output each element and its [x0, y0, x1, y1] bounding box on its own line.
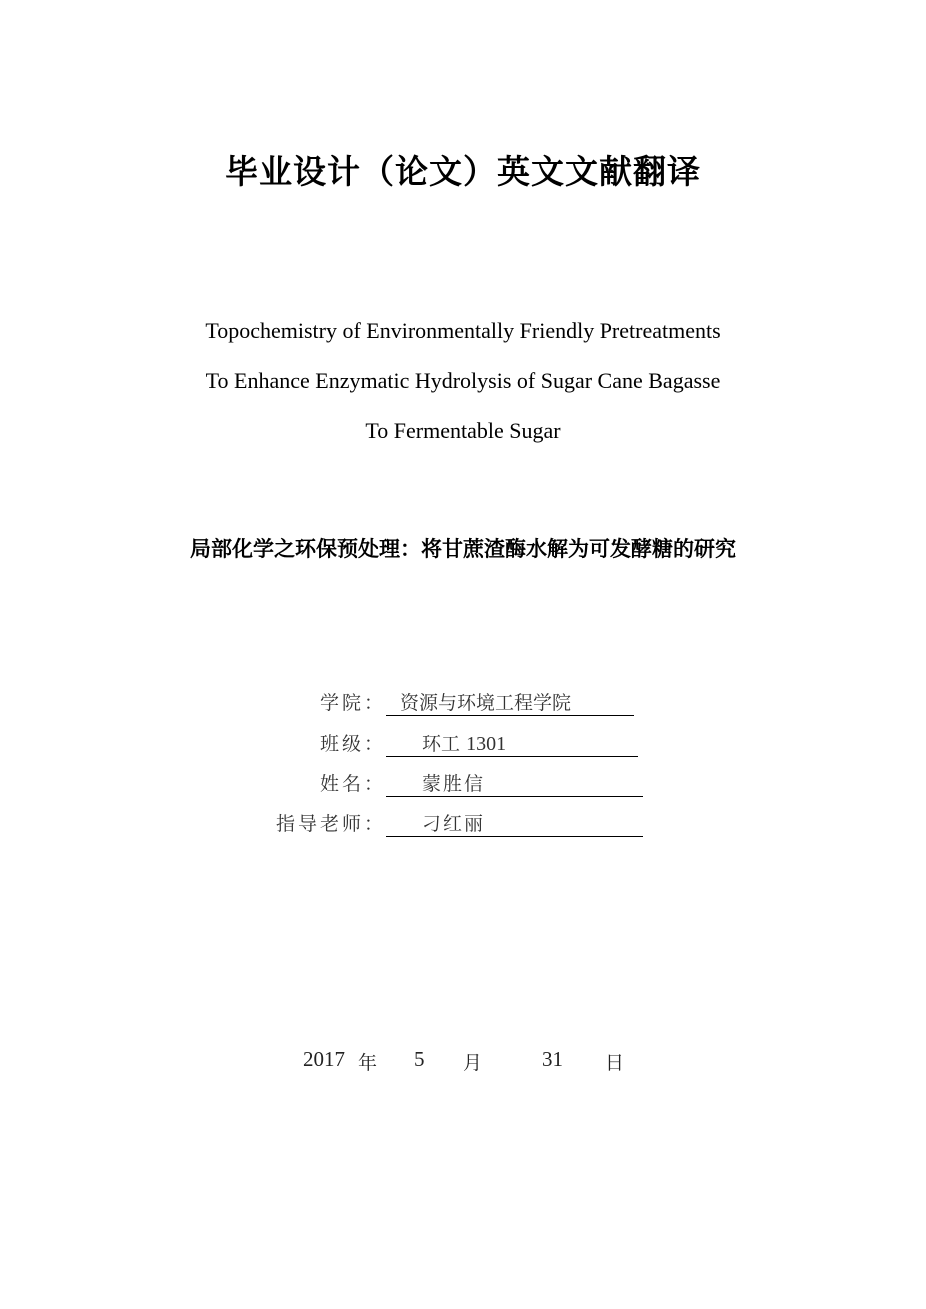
date-year-unit: 年 — [358, 1052, 378, 1074]
advisor-field — [386, 809, 643, 839]
date-month: 5 — [414, 1047, 425, 1071]
name-field — [386, 769, 643, 799]
english-title-line-3: To Fermentable Sugar — [365, 418, 561, 443]
advisor-row — [0, 809, 386, 839]
college-label: 学院： — [319, 692, 386, 714]
class-value-number: 1301 — [466, 733, 507, 755]
class-row — [0, 729, 386, 759]
advisor-label: 指导老师： — [275, 813, 386, 835]
english-title-line-1: Topochemistry of Environmentally Friendly Pretreatments — [205, 318, 721, 343]
date-month-unit: 月 — [463, 1052, 483, 1074]
class-value — [386, 729, 638, 757]
name-label: 姓名： — [319, 773, 386, 795]
date-line — [0, 1047, 926, 1077]
document-title: 毕业设计（论文）英文文献翻译 — [225, 152, 701, 191]
date-day: 31 — [542, 1047, 563, 1071]
name-value: 蒙胜信 — [386, 769, 643, 797]
advisor-value: 刁红丽 — [386, 809, 643, 837]
chinese-title: 局部化学之环保预处理：将甘蔗渣酶水解为可发酵糖的研究 — [190, 537, 736, 561]
college-value: 资源与环境工程学院 — [386, 688, 634, 716]
class-label: 班级： — [319, 733, 386, 755]
name-row — [0, 769, 386, 799]
english-title-line-2: To Enhance Enzymatic Hydrolysis of Sugar Cane Bagasse — [205, 368, 721, 393]
date-year: 2017 — [303, 1047, 345, 1071]
college-field — [386, 688, 634, 718]
college-row — [0, 688, 386, 718]
date-day-unit: 日 — [605, 1052, 625, 1074]
class-value-cn: 环工 — [422, 733, 461, 755]
class-field — [386, 729, 638, 759]
